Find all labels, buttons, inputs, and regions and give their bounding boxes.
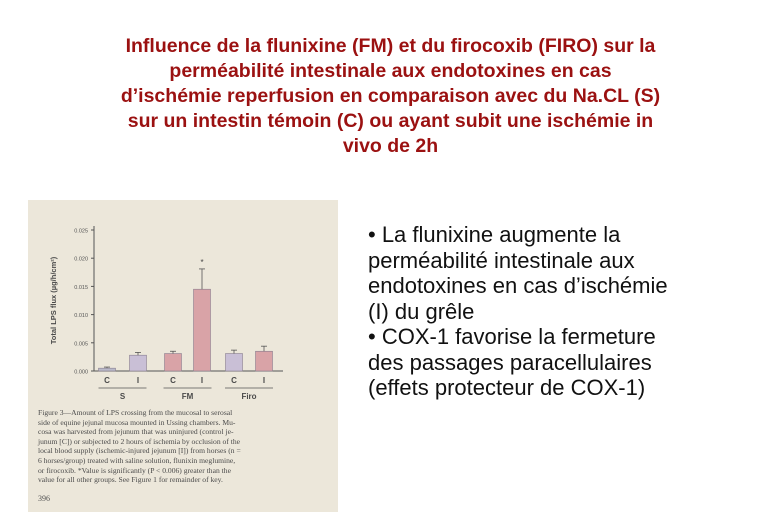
bullet-line: • COX-1 favorise la fermeture [368, 324, 656, 349]
title-line: sur un intestin témoin (C) ou ayant subit une ischémie in [127, 110, 654, 132]
bar [99, 368, 116, 371]
bullet-line: des passages paracellulaires [368, 349, 652, 375]
bullet-line: (I) du grêle [368, 298, 475, 324]
x-tick-label: C [170, 376, 176, 385]
title-line: perméabilité intestinale aux endotoxines en cas [169, 60, 612, 82]
significance-marker: * [200, 257, 204, 267]
y-tick-label: 0.025 [74, 228, 88, 235]
caption-line: local blood supply (ischemic-injured jejunum [I]) from horses (n = [38, 446, 241, 456]
y-tick-label: 0.020 [74, 256, 88, 263]
lps-flux-chart [28, 200, 338, 405]
caption-line: junum [C]) or subjected to 2 hours of ischemia by occlusion of the [38, 436, 241, 446]
caption-line: cosa was harvested from jejunum that was uninjured (control je- [38, 427, 234, 437]
caption-line: Figure 3—Amount of LPS crossing from the mucosal to serosal [38, 408, 233, 417]
bar [256, 351, 273, 371]
group-label: Firo [241, 392, 257, 401]
bullet-line: perméabilité intestinale aux [368, 247, 635, 273]
bullet-list [368, 222, 768, 401]
group-label: S [119, 392, 126, 401]
bar [226, 354, 243, 371]
bar [165, 354, 182, 371]
caption-line: value for all other groups. See Figure 1 for remainder of key. [38, 475, 223, 485]
title-line: Influence de la flunixine (FM) et du firocoxib (FIRO) sur la [125, 35, 656, 57]
bar [130, 355, 147, 371]
bar [194, 289, 211, 371]
bullet-line: endotoxines en cas d’ischémie [368, 273, 668, 298]
x-tick-label: I [262, 376, 266, 385]
title-line: d’ischémie reperfusion en comparaison avec du Na.CL (S) [120, 85, 661, 107]
x-tick-label: C [104, 376, 110, 385]
caption-line: side of equine jejunal mucosa mounted in Ussing chambers. Mu- [38, 417, 236, 427]
y-tick-label: 0.015 [74, 284, 88, 291]
caption-line: or firocoxib. *Value is significantly (P < 0.006) greater than the [38, 465, 231, 475]
figure-scan [28, 200, 338, 512]
x-tick-label: I [200, 376, 204, 385]
y-tick-label: 0.000 [74, 369, 88, 376]
slide-title [20, 34, 761, 159]
bullet-line: (effets protecteur de COX-1) [368, 375, 646, 400]
page-number: 396 [38, 494, 50, 503]
y-axis-label: Total LPS flux (µg/h/cm²) [49, 256, 58, 345]
bullet-line: • La flunixine augmente la [368, 222, 621, 247]
caption-line: 6 horses/group) treated with saline solution, flunixin meglumine, [38, 455, 236, 465]
title-line: vivo de 2h [342, 135, 439, 157]
x-tick-label: C [231, 376, 237, 385]
y-tick-label: 0.005 [74, 341, 88, 348]
group-label: FM [181, 392, 194, 401]
figure-caption [38, 408, 306, 485]
y-tick-label: 0.010 [74, 313, 88, 320]
x-tick-label: I [136, 376, 140, 385]
